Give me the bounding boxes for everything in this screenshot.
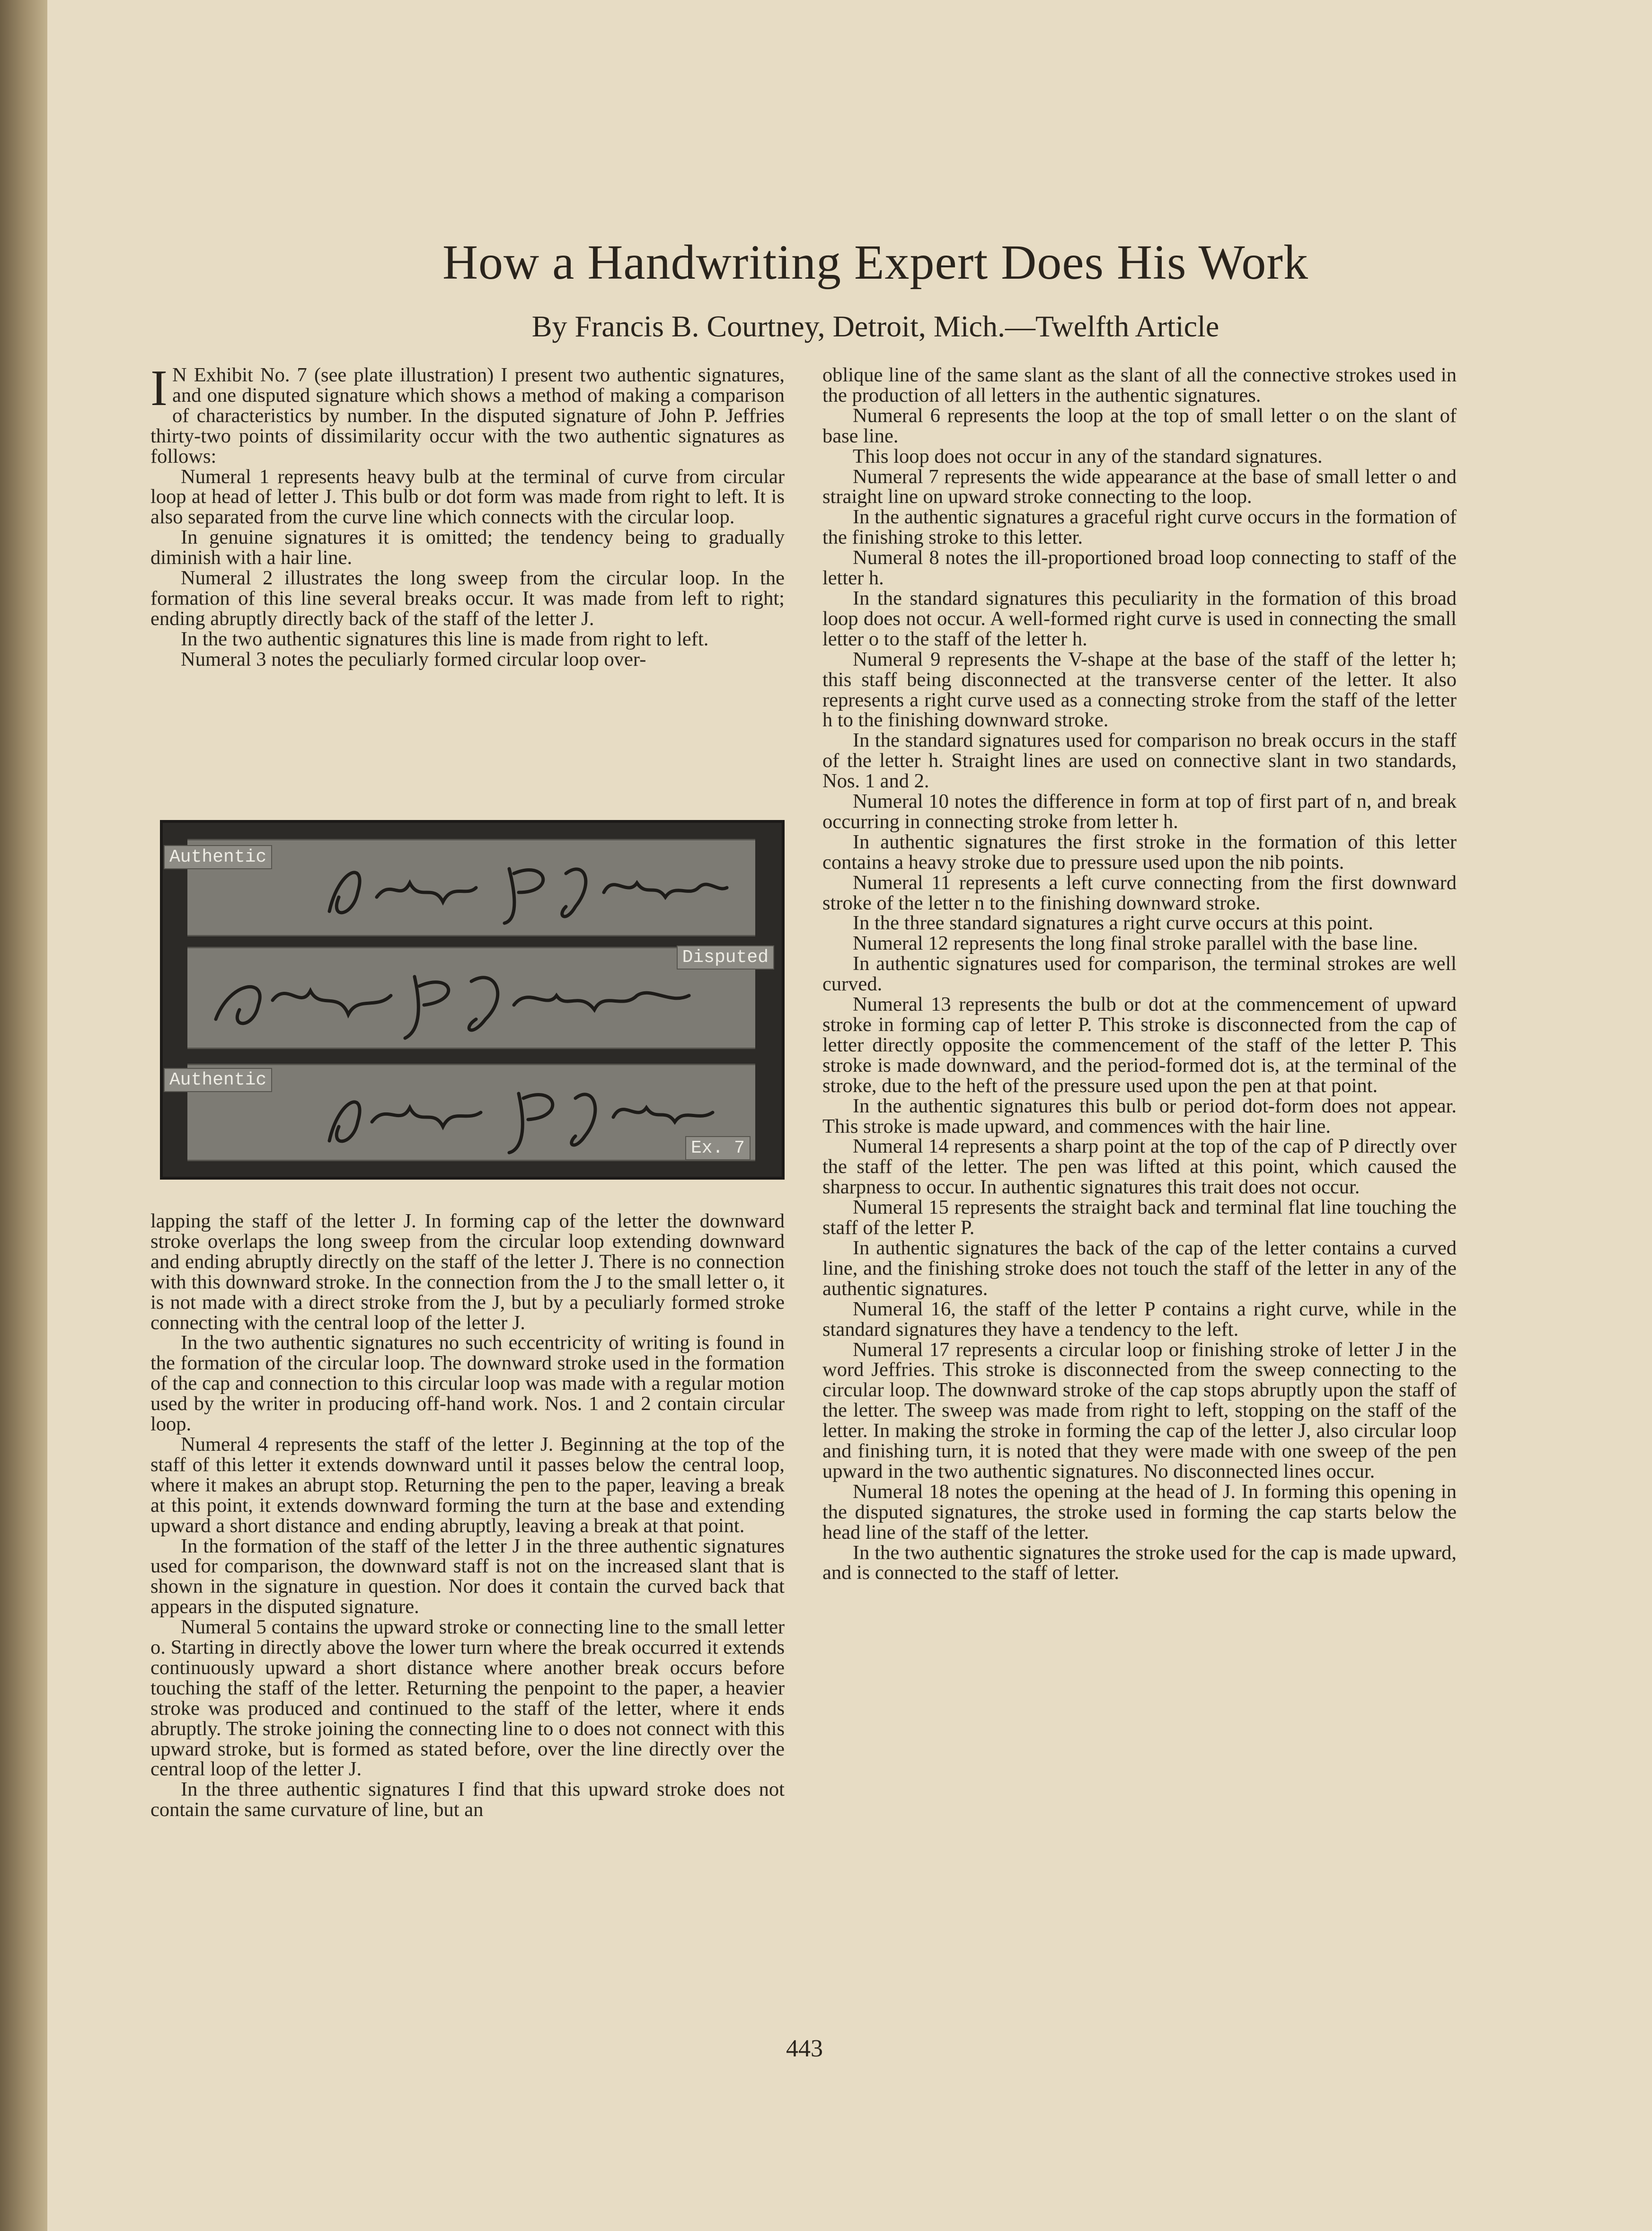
paragraph: In authentic signatures the first stroke in the formation of this letter contains a heavy stroke due to pressure used upon the nib points.: [822, 830, 1457, 873]
paragraph: In genuine signatures it is omitted; the tendency being to gradually diminish with a hair line.: [150, 526, 785, 569]
page-number: 443: [786, 2035, 823, 2062]
paragraph: Numeral 12 represents the long final stroke parallel with the base line.: [853, 932, 1418, 955]
paragraph: In the formation of the staff of the letter J in the three authentic signatures used for comparison, the downward staff is not on the increased slant that is shown in the signature in question. Nor does it contain the curved back that appears in the disputed signature.: [150, 1534, 785, 1618]
paragraph: In authentic signatures the back of the cap of the letter contains a curved line, and the finishing stroke does not touch the staff of the letter in any of the authentic signatures.: [822, 1236, 1457, 1300]
signature-image: [187, 840, 755, 935]
book-spine: [0, 0, 52, 2231]
paragraph: In the two authentic signatures no such eccentricity of writing is found in the formation of the circular loop. The downward stroke used in the formation of the cap and connection to this circular loop was made with a regular motion used by the writer in producing off-hand work. Nos. 1 and 2 contain circular loop.: [150, 1332, 785, 1436]
paragraph: In the authentic signatures this bulb or period dot-form does not appear. This stroke is made upward, and commences with the hair line.: [822, 1094, 1457, 1138]
paragraph: Numeral 8 notes the ill-proportioned broad loop connecting to staff of the letter h.: [822, 547, 1457, 590]
label-authentic-top: Authentic: [164, 845, 272, 869]
label-disputed: Disputed: [677, 945, 774, 970]
exhibit-plate: [160, 820, 785, 1180]
exhibit-number: Ex. 7: [685, 1136, 751, 1160]
paragraph: Numeral 14 represents a sharp point at the top of the cap of P directly over the staff of the letter. The pen was lifted at this point, which caused the sharpness to occur. In authentic signatures this trait does not occur.: [822, 1135, 1457, 1199]
paragraph: Numeral 1 represents heavy bulb at the terminal of curve from circular loop at head of letter J. This bulb or dot form was made from right to left. It is also separated from the curve line which connects with the circular loop.: [150, 465, 785, 529]
paragraph: In the two authentic signatures this line is made from right to left.: [181, 627, 709, 650]
paragraph: Numeral 18 notes the opening at the head of J. In forming this opening in the disputed signatures, the stroke used in forming the cap starts below the head line of the staff of the letter.: [822, 1480, 1457, 1543]
paragraph: In authentic signatures used for comparison, the terminal strokes are well curved.: [822, 952, 1457, 996]
authentic-signature-panel-1: [169, 839, 755, 936]
paragraph: Numeral 10 notes the difference in form at top of first part of n, and break occurring in connecting stroke from letter h.: [822, 790, 1457, 833]
paragraph: Numeral 16, the staff of the letter P contains a right curve, while in the standard signatures they have a tendency to the left.: [822, 1297, 1457, 1340]
paragraph: Numeral 4 represents the staff of the letter J. Beginning at the top of the staff of this letter it extends downward until it passes below the central loop, where it makes an abrupt stop. Returning the pen to the paper, leaving a break at this point, it extends downward forming the turn at the base and extending upward a short distance and ending abruptly, leaving a break at that point.: [150, 1433, 785, 1537]
paragraph: Numeral 9 represents the V-shape at the base of the staff of the letter h; this staff being disconnected at the transverse center of the letter. It also represents a right curve used as a connecting stroke from the staff of the letter h to the finishing downward stroke.: [822, 648, 1457, 732]
paragraph: Numeral 2 illustrates the long sweep from the circular loop. In the formation of this line several breaks occur. It was made from left to right; ending abruptly directly back of the staff of the letter J.: [150, 567, 785, 630]
paragraph: In the three standard signatures a right curve occurs at this point.: [853, 912, 1373, 935]
disputed-signature-panel: [187, 947, 769, 1049]
paragraph: Numeral 7 represents the wide appearance at the base of small letter o and straight line on upward stroke connecting to the loop.: [822, 465, 1457, 508]
paragraph: oblique line of the same slant as the slant of all the connective strokes used in the production of all letters in the authentic signatures.: [822, 364, 1457, 406]
left-column-bottom: [150, 1211, 785, 1820]
paragraph: Numeral 11 represents a left curve connecting from the first downward stroke of the letter n to the finishing downward stroke.: [822, 871, 1457, 914]
label-authentic-bottom: Authentic: [164, 1068, 272, 1092]
paragraph: In the standard signatures used for comparison no break occurs in the staff of the letter h. Straight lines are used on connective slant in two standards, Nos. 1 and 2.: [822, 729, 1457, 793]
paragraph: In the authentic signatures a graceful right curve occurs in the formation of the finishing stroke to this letter.: [822, 506, 1457, 549]
paragraph: Numeral 6 represents the loop at the top of small letter o on the slant of base line.: [822, 404, 1457, 447]
intro-paragraph: I N Exhibit No. 7 (see plate illustration) I present two authentic signatures, and one disputed signature which shows a method of making a comparison of characteristics by number. In the disputed signature of John P. Jeffries thirty-two points of dissimilarity occur with the two authentic signatures as follows:: [150, 360, 785, 467]
left-column-top: [150, 360, 785, 670]
paragraph: Numeral 17 represents a circular loop or finishing stroke of letter J in the word Jeffries. This stroke is disconnected from the sweep connecting to the circular loop. The downward stroke of the cap stops abruptly upon the staff of the letter. The sweep was made from right to left, stopping on the staff of the letter. In making the stroke in forming the cap of the letter J, also circular loop and finishing turn, it is noted that they were made with one sweep of the pen upward in the two authentic signatures. No disconnected lines occur.: [822, 1338, 1457, 1482]
paragraph: Numeral 13 represents the bulb or dot at the commencement of upward stroke in forming cap of letter P. This stroke is disconnected from the cap of letter directly opposite the commencement of the staff of the letter P. This stroke is made downward, and the period-formed dot is, at the terminal of the stroke, due to the heft of the pressure used upon the pen at that point.: [822, 993, 1457, 1097]
signature-image: [187, 1065, 755, 1160]
paragraph: In the two authentic signatures the stroke used for the cap is made upward, and is connected to the staff of letter.: [822, 1541, 1457, 1584]
right-column: [822, 365, 1457, 1583]
paragraph: lapping the staff of the letter J. In forming cap of the letter the downward stroke overlaps the long sweep from the circular loop extending downward and ending abruptly directly on the staff of the letter J. There is no connection with this downward stroke. In the connection from the J to the small letter o, it is not made with a direct stroke from the J, but by a peculiarly formed stroke connecting with the central loop of the letter J.: [150, 1210, 785, 1334]
paragraph: This loop does not occur in any of the standard signatures.: [853, 445, 1323, 467]
paragraph: In the standard signatures this peculiarity in the formation of this broad loop does not occur. A well-formed right curve is used in connecting the small letter o to the staff of the letter h.: [822, 587, 1457, 650]
drop-cap: I: [150, 360, 168, 416]
paragraph: Numeral 3 notes the peculiarly formed circular loop over-: [181, 648, 646, 670]
paragraph: In the three authentic signatures I find that this upward stroke does not contain the same curvature of line, but an: [150, 1778, 785, 1821]
signature-image: [187, 948, 755, 1048]
article-title: How a Handwriting Expert Does His Work: [442, 235, 1309, 290]
authentic-signature-panel-2: [169, 1064, 755, 1161]
paragraph: Numeral 5 contains the upward stroke or connecting line to the small letter o. Starting in directly above the lower turn where the break occurred it extends continuously upward a short distance where another break occurs before touching the staff of the letter. Returning the penpoint to the paper, a heavier stroke was produced and continued to the staff of the letter, where it ends abruptly. The stroke joining the connecting line to o does not connect with this upward stroke, but is formed as stated before, over the line directly over the central loop of the letter J.: [150, 1616, 785, 1781]
article-byline: By Francis B. Courtney, Detroit, Mich.—Twelfth Article: [531, 309, 1219, 343]
paragraph: Numeral 15 represents the straight back and terminal flat line touching the staff of the letter P.: [822, 1196, 1457, 1239]
